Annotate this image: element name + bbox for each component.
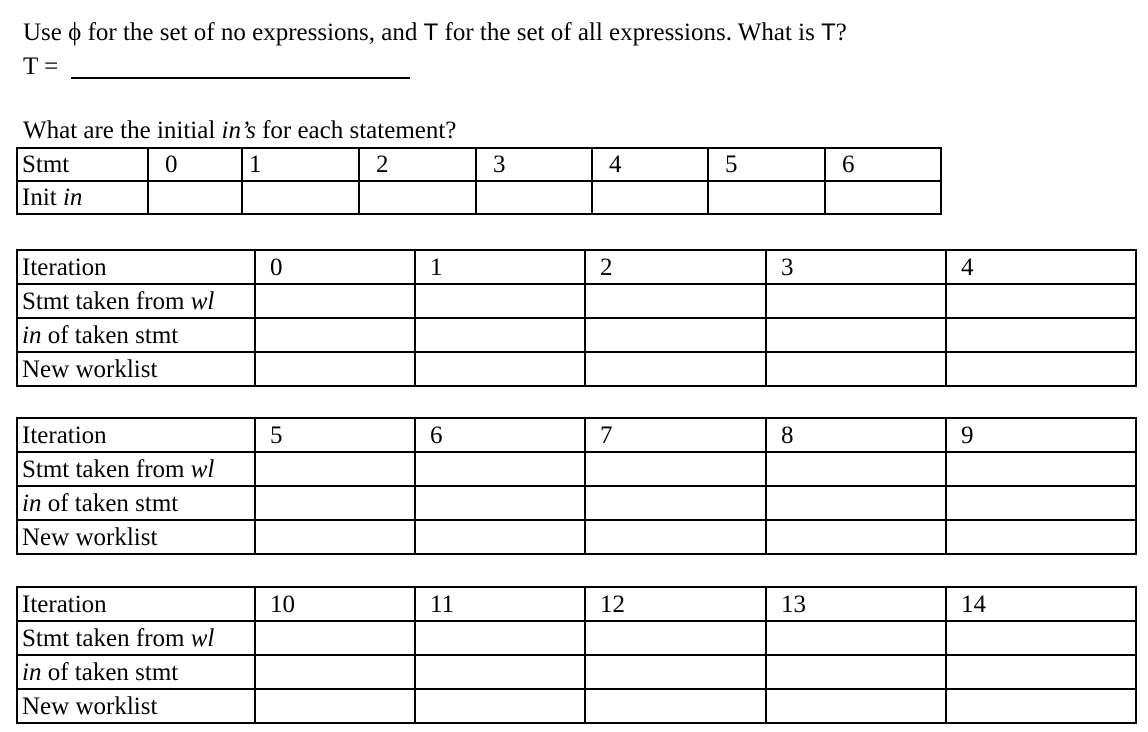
answer-blank[interactable] [71,77,410,79]
iteration-number: 7 [585,418,766,452]
init-in-cell[interactable] [825,181,941,214]
iteration-row [17,587,1136,621]
in-taken-emphasis: in [22,489,42,517]
question-text: What are the initial [23,117,222,144]
in-taken-text: of taken stmt [41,489,179,517]
stmt-col-header: 0 [148,148,242,181]
in-taken-row [17,318,1136,352]
stmt-taken-cell[interactable] [946,621,1136,655]
new-worklist-cell[interactable] [946,352,1136,386]
iteration-number: 14 [946,587,1136,621]
stmt-taken-cell[interactable] [946,284,1136,318]
instruction-line [23,20,847,45]
stmt-taken-cell[interactable] [585,284,766,318]
iteration-number: 3 [766,250,946,284]
in-taken-cell[interactable] [766,655,946,689]
question-line [23,118,456,143]
init-in-row-label [17,181,148,214]
stmt-taken-label [17,284,255,318]
in-taken-cell[interactable] [255,486,415,520]
new-worklist-cell[interactable] [255,689,415,723]
new-worklist-label: New worklist [17,689,255,723]
instruction-text: ? [835,19,847,46]
stmt-col-header: 1 [242,148,359,181]
stmt-col-header: 4 [592,148,708,181]
stmt-row-label: Stmt [17,148,148,181]
init-in-cell[interactable] [708,181,825,214]
new-worklist-row [17,352,1136,386]
init-in-cell[interactable] [359,181,476,214]
in-taken-emphasis: in [22,321,42,349]
new-worklist-cell[interactable] [585,689,766,723]
iteration-row [17,250,1136,284]
iteration-number: 0 [255,250,415,284]
iteration-label: Iteration [17,250,255,284]
in-taken-cell[interactable] [946,486,1136,520]
iteration-number: 10 [255,587,415,621]
init-label-text: Init [22,184,63,211]
in-taken-cell[interactable] [946,318,1136,352]
stmt-taken-cell[interactable] [255,621,415,655]
stmt-taken-cell[interactable] [415,621,585,655]
in-taken-label [17,318,255,352]
top-symbol: T [821,19,836,46]
in-taken-text: of taken stmt [41,321,179,349]
new-worklist-cell[interactable] [255,520,415,554]
iteration-table [16,249,1137,387]
stmt-taken-row [17,452,1136,486]
stmt-col-header: 6 [825,148,941,181]
new-worklist-cell[interactable] [415,689,585,723]
stmt-taken-cell[interactable] [766,284,946,318]
stmt-taken-cell[interactable] [255,452,415,486]
in-taken-cell[interactable] [255,318,415,352]
in-taken-cell[interactable] [255,655,415,689]
stmt-taken-cell[interactable] [585,621,766,655]
in-taken-emphasis: in [22,658,42,686]
stmt-taken-row [17,284,1136,318]
new-worklist-row [17,689,1136,723]
stmt-taken-label [17,452,255,486]
in-taken-cell[interactable] [415,655,585,689]
in-taken-label [17,655,255,689]
instruction-text: for the set of all expressions. What is [438,19,822,46]
in-taken-cell[interactable] [585,318,766,352]
question-emphasis: in’s [221,117,256,144]
in-taken-label [17,486,255,520]
top-symbol: T [423,19,439,46]
init-label-emphasis: in [62,184,83,211]
stmt-taken-text: Stmt taken from [22,624,191,652]
stmt-taken-cell[interactable] [766,452,946,486]
new-worklist-cell[interactable] [415,520,585,554]
question-text: for each statement? [255,117,457,144]
new-worklist-cell[interactable] [766,352,946,386]
in-taken-cell[interactable] [766,486,946,520]
new-worklist-cell[interactable] [255,352,415,386]
new-worklist-label: New worklist [17,520,255,554]
new-worklist-cell[interactable] [585,520,766,554]
instruction-text: Use [23,19,69,46]
in-taken-text: of taken stmt [41,658,179,686]
stmt-taken-text: Stmt taken from [22,287,191,315]
iteration-number: 5 [255,418,415,452]
in-taken-row [17,486,1136,520]
iteration-row [17,418,1136,452]
instruction-text: for the set of no expressions, and [81,19,424,46]
in-taken-cell[interactable] [585,655,766,689]
in-taken-cell[interactable] [766,318,946,352]
iteration-number: 12 [585,587,766,621]
stmt-table [16,147,942,215]
stmt-taken-label [17,621,255,655]
in-taken-cell[interactable] [415,318,585,352]
iteration-number: 8 [766,418,946,452]
new-worklist-cell[interactable] [766,689,946,723]
stmt-col-header: 3 [476,148,592,181]
stmt-col-header: 5 [708,148,825,181]
init-in-cell[interactable] [476,181,592,214]
stmt-taken-cell[interactable] [415,452,585,486]
in-taken-cell[interactable] [415,486,585,520]
stmt-taken-row [17,621,1136,655]
new-worklist-cell[interactable] [415,352,585,386]
stmt-taken-cell[interactable] [255,284,415,318]
init-in-cell[interactable] [242,181,359,214]
new-worklist-cell[interactable] [585,352,766,386]
iteration-label: Iteration [17,418,255,452]
answer-prompt: T = [23,53,59,80]
iteration-number: 6 [415,418,585,452]
stmt-taken-cell[interactable] [415,284,585,318]
stmt-taken-emphasis: wl [190,287,215,315]
iteration-table [16,417,1137,555]
new-worklist-label: New worklist [17,352,255,386]
phi-symbol: ϕ [68,19,82,46]
iteration-number: 1 [415,250,585,284]
new-worklist-cell[interactable] [946,689,1136,723]
stmt-taken-cell[interactable] [946,452,1136,486]
in-taken-cell[interactable] [585,486,766,520]
iteration-number: 11 [415,587,585,621]
iteration-number: 2 [585,250,766,284]
stmt-taken-emphasis: wl [190,624,215,652]
iteration-number: 4 [946,250,1136,284]
stmt-taken-text: Stmt taken from [22,455,191,483]
in-taken-row [17,655,1136,689]
new-worklist-cell[interactable] [766,520,946,554]
in-taken-cell[interactable] [946,655,1136,689]
init-in-row [17,181,941,214]
iteration-label: Iteration [17,587,255,621]
iteration-number: 9 [946,418,1136,452]
stmt-col-header: 2 [359,148,476,181]
new-worklist-row [17,520,1136,554]
stmt-taken-cell[interactable] [585,452,766,486]
iteration-table [16,586,1137,724]
new-worklist-cell[interactable] [946,520,1136,554]
stmt-row [17,148,941,181]
stmt-taken-emphasis: wl [190,455,215,483]
iteration-number: 13 [766,587,946,621]
stmt-taken-cell[interactable] [766,621,946,655]
init-in-cell[interactable] [148,181,242,214]
init-in-cell[interactable] [592,181,708,214]
